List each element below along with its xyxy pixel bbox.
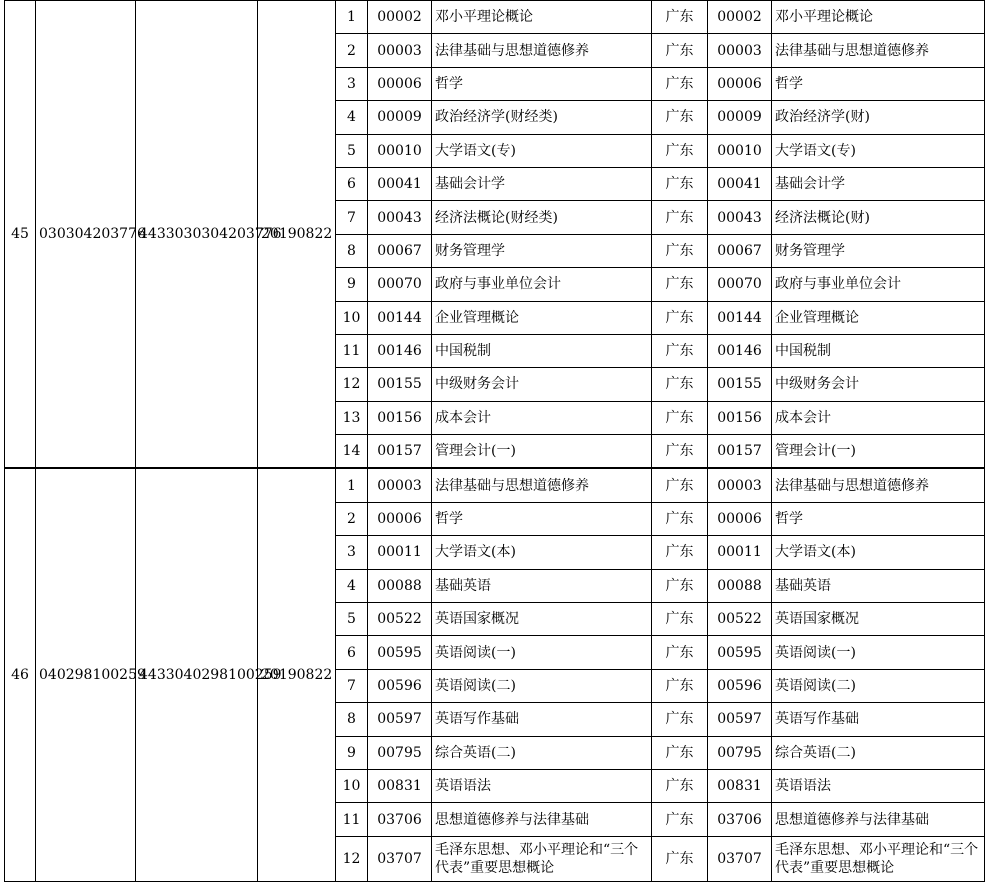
- approval-date: 20190822: [258, 1, 336, 469]
- course-index: 12: [336, 368, 368, 401]
- province: 广东: [652, 669, 708, 702]
- course-name: 中国税制: [432, 334, 652, 367]
- course-name: 大学语文(专): [432, 134, 652, 167]
- equivalent-course-name: 基础会计学: [772, 167, 985, 200]
- equivalent-course-name: 英语阅读(二): [772, 669, 985, 702]
- course-index: 1: [336, 1, 368, 34]
- course-name: 政府与事业单位会计: [432, 268, 652, 301]
- course-code: 00596: [368, 669, 432, 702]
- course-name: 财务管理学: [432, 234, 652, 267]
- course-name: 英语阅读(一): [432, 636, 652, 669]
- equivalent-course-code: 00003: [708, 468, 772, 502]
- course-name: 政治经济学(财经类): [432, 101, 652, 134]
- equivalent-course-code: 00831: [708, 769, 772, 802]
- equivalent-course-name: 英语阅读(一): [772, 636, 985, 669]
- row-seq-number: 45: [5, 1, 36, 469]
- province: 广东: [652, 401, 708, 434]
- course-index: 2: [336, 502, 368, 535]
- equivalent-course-code: 00157: [708, 435, 772, 469]
- course-name: 综合英语(二): [432, 736, 652, 769]
- equivalent-course-name: 法律基础与思想道德修养: [772, 468, 985, 502]
- province: 广东: [652, 636, 708, 669]
- equivalent-course-name: 管理会计(一): [772, 435, 985, 469]
- equivalent-course-code: 00156: [708, 401, 772, 434]
- province: 广东: [652, 1, 708, 34]
- equivalent-course-name: 英语国家概况: [772, 603, 985, 636]
- province: 广东: [652, 334, 708, 367]
- course-code: 00041: [368, 167, 432, 200]
- course-name: 基础英语: [432, 569, 652, 602]
- course-code: 00070: [368, 268, 432, 301]
- province: 广东: [652, 536, 708, 569]
- province: 广东: [652, 468, 708, 502]
- certificate-number: 4433040298100259: [136, 468, 258, 881]
- province: 广东: [652, 201, 708, 234]
- course-name: 成本会计: [432, 401, 652, 434]
- course-code: 00144: [368, 301, 432, 334]
- course-index: 5: [336, 134, 368, 167]
- equivalent-course-name: 基础英语: [772, 569, 985, 602]
- course-index: 3: [336, 67, 368, 100]
- equivalent-course-code: 00002: [708, 1, 772, 34]
- equivalent-course-name: 英语语法: [772, 769, 985, 802]
- province: 广东: [652, 435, 708, 469]
- course-name: 经济法概论(财经类): [432, 201, 652, 234]
- province: 广东: [652, 268, 708, 301]
- course-name: 英语国家概况: [432, 603, 652, 636]
- course-index: 14: [336, 435, 368, 469]
- province: 广东: [652, 502, 708, 535]
- province: 广东: [652, 67, 708, 100]
- course-name: 企业管理概论: [432, 301, 652, 334]
- course-index: 9: [336, 268, 368, 301]
- province: 广东: [652, 803, 708, 836]
- province: 广东: [652, 603, 708, 636]
- equivalent-course-code: 03707: [708, 836, 772, 881]
- equivalent-course-name: 政治经济学(财): [772, 101, 985, 134]
- equivalent-course-name: 财务管理学: [772, 234, 985, 267]
- equivalent-course-name: 大学语文(专): [772, 134, 985, 167]
- course-index: 7: [336, 201, 368, 234]
- table-body: [5, 1, 985, 882]
- course-index: 4: [336, 569, 368, 602]
- equivalent-course-name: 中国税制: [772, 334, 985, 367]
- course-code: 00003: [368, 34, 432, 67]
- course-name: 邓小平理论概论: [432, 1, 652, 34]
- province: 广东: [652, 301, 708, 334]
- course-code: 03707: [368, 836, 432, 881]
- candidate-number: 040298100259: [36, 468, 136, 881]
- equivalent-course-code: 00146: [708, 334, 772, 367]
- equivalent-course-name: 大学语文(本): [772, 536, 985, 569]
- course-index: 8: [336, 703, 368, 736]
- course-code: 03706: [368, 803, 432, 836]
- equivalent-course-code: 00011: [708, 536, 772, 569]
- province: 广东: [652, 234, 708, 267]
- province: 广东: [652, 101, 708, 134]
- course-name: 英语阅读(二): [432, 669, 652, 702]
- course-code: 00146: [368, 334, 432, 367]
- equivalent-course-name: 经济法概论(财): [772, 201, 985, 234]
- equivalent-course-name: 哲学: [772, 67, 985, 100]
- course-index: 2: [336, 34, 368, 67]
- course-index: 9: [336, 736, 368, 769]
- certificate-number: 4433030304203776: [136, 1, 258, 469]
- course-name: 法律基础与思想道德修养: [432, 468, 652, 502]
- equivalent-course-code: 00009: [708, 101, 772, 134]
- course-index: 4: [336, 101, 368, 134]
- course-code: 00006: [368, 67, 432, 100]
- course-index: 8: [336, 234, 368, 267]
- course-exemption-table: [4, 0, 985, 882]
- equivalent-course-code: 00596: [708, 669, 772, 702]
- course-code: 00795: [368, 736, 432, 769]
- province: 广东: [652, 134, 708, 167]
- course-code: 00003: [368, 468, 432, 502]
- course-index: 3: [336, 536, 368, 569]
- course-code: 00156: [368, 401, 432, 434]
- equivalent-course-code: 00795: [708, 736, 772, 769]
- course-index: 1: [336, 468, 368, 502]
- province: 广东: [652, 167, 708, 200]
- equivalent-course-code: 00144: [708, 301, 772, 334]
- province: 广东: [652, 769, 708, 802]
- equivalent-course-code: 00597: [708, 703, 772, 736]
- row-seq-number: 46: [5, 468, 36, 881]
- course-code: 00002: [368, 1, 432, 34]
- course-name: 思想道德修养与法律基础: [432, 803, 652, 836]
- course-index: 11: [336, 803, 368, 836]
- course-name: 管理会计(一): [432, 435, 652, 469]
- course-name: 法律基础与思想道德修养: [432, 34, 652, 67]
- equivalent-course-code: 00595: [708, 636, 772, 669]
- course-index: 10: [336, 301, 368, 334]
- equivalent-course-code: 00003: [708, 34, 772, 67]
- course-code: 00088: [368, 569, 432, 602]
- approval-date: 20190822: [258, 468, 336, 881]
- course-code: 00010: [368, 134, 432, 167]
- course-index: 12: [336, 836, 368, 881]
- course-index: 10: [336, 769, 368, 802]
- course-index: 6: [336, 167, 368, 200]
- equivalent-course-name: 哲学: [772, 502, 985, 535]
- course-code: 00597: [368, 703, 432, 736]
- equivalent-course-name: 思想道德修养与法律基础: [772, 803, 985, 836]
- equivalent-course-name: 政府与事业单位会计: [772, 268, 985, 301]
- equivalent-course-name: 法律基础与思想道德修养: [772, 34, 985, 67]
- equivalent-course-code: 00006: [708, 502, 772, 535]
- equivalent-course-code: 00010: [708, 134, 772, 167]
- equivalent-course-name: 企业管理概论: [772, 301, 985, 334]
- equivalent-course-code: 00006: [708, 67, 772, 100]
- province: 广东: [652, 836, 708, 881]
- course-code: 00009: [368, 101, 432, 134]
- equivalent-course-name: 英语写作基础: [772, 703, 985, 736]
- course-code: 00011: [368, 536, 432, 569]
- equivalent-course-name: 毛泽东思想、邓小平理论和“三个代表”重要思想概论: [772, 836, 985, 881]
- course-code: 00595: [368, 636, 432, 669]
- course-index: 11: [336, 334, 368, 367]
- equivalent-course-code: 00043: [708, 201, 772, 234]
- equivalent-course-code: 00041: [708, 167, 772, 200]
- course-name: 基础会计学: [432, 167, 652, 200]
- equivalent-course-code: 00067: [708, 234, 772, 267]
- course-name: 英语写作基础: [432, 703, 652, 736]
- course-index: 6: [336, 636, 368, 669]
- course-name: 英语语法: [432, 769, 652, 802]
- equivalent-course-name: 中级财务会计: [772, 368, 985, 401]
- equivalent-course-code: 03706: [708, 803, 772, 836]
- candidate-number: 030304203776: [36, 1, 136, 469]
- course-name: 中级财务会计: [432, 368, 652, 401]
- equivalent-course-name: 邓小平理论概论: [772, 1, 985, 34]
- course-code: 00157: [368, 435, 432, 469]
- equivalent-course-code: 00070: [708, 268, 772, 301]
- course-code: 00043: [368, 201, 432, 234]
- course-code: 00067: [368, 234, 432, 267]
- course-code: 00155: [368, 368, 432, 401]
- province: 广东: [652, 703, 708, 736]
- equivalent-course-code: 00155: [708, 368, 772, 401]
- course-index: 7: [336, 669, 368, 702]
- course-name: 哲学: [432, 502, 652, 535]
- province: 广东: [652, 368, 708, 401]
- course-code: 00006: [368, 502, 432, 535]
- course-code: 00522: [368, 603, 432, 636]
- equivalent-course-code: 00522: [708, 603, 772, 636]
- table-row: [5, 1, 985, 34]
- course-index: 5: [336, 603, 368, 636]
- province: 广东: [652, 569, 708, 602]
- equivalent-course-code: 00088: [708, 569, 772, 602]
- course-index: 13: [336, 401, 368, 434]
- table-row: [5, 468, 985, 502]
- course-name: 毛泽东思想、邓小平理论和“三个代表”重要思想概论: [432, 836, 652, 881]
- equivalent-course-name: 成本会计: [772, 401, 985, 434]
- province: 广东: [652, 736, 708, 769]
- equivalent-course-name: 综合英语(二): [772, 736, 985, 769]
- course-name: 哲学: [432, 67, 652, 100]
- course-name: 大学语文(本): [432, 536, 652, 569]
- province: 广东: [652, 34, 708, 67]
- course-code: 00831: [368, 769, 432, 802]
